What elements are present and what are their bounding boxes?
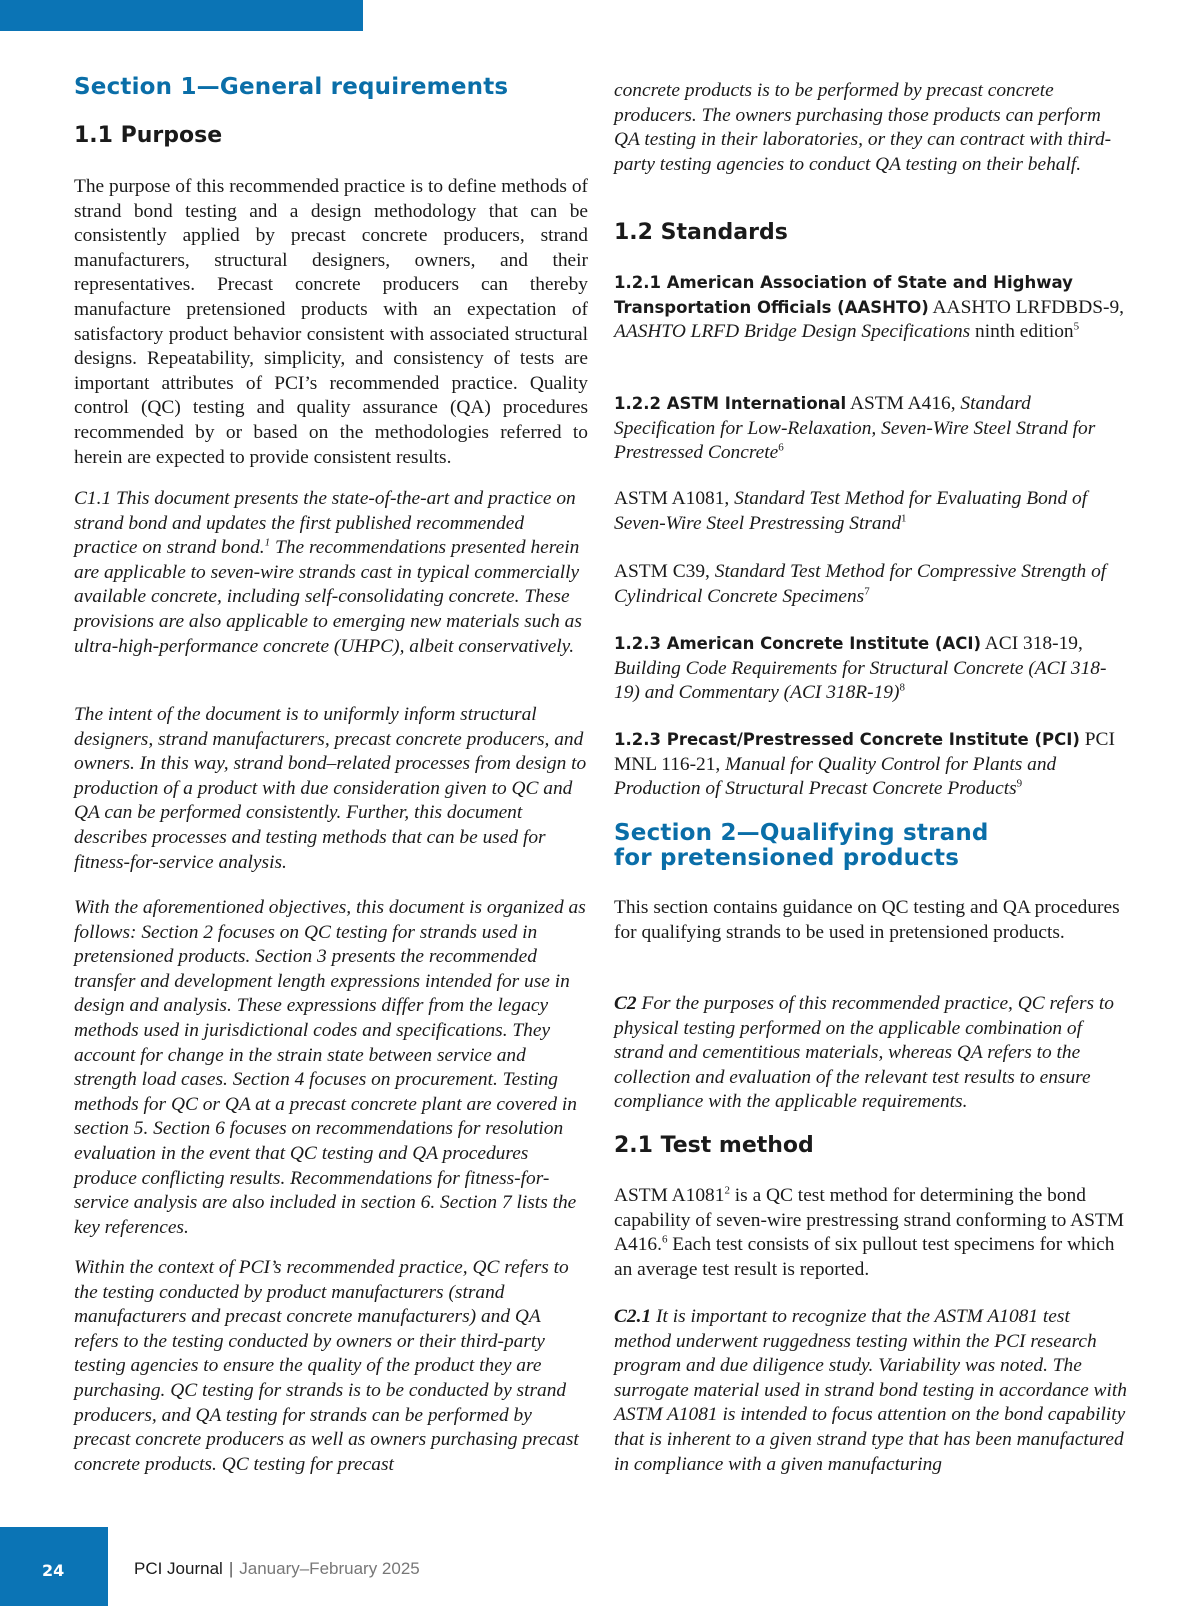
standard-1-2-3-pci-lead: 1.2.3 Precast/Prestressed Concrete Institute (PCI): [614, 730, 1080, 749]
footer-journal-info: [134, 1559, 420, 1579]
footer-separator: |: [228, 1559, 234, 1578]
a1081-title: Standard Test Method for Evaluating Bond of Seven-Wire Steel Prestressing Strand: [614, 488, 1088, 534]
standard-1-2-1-text: AASHTO LRFDBDS-9,: [928, 296, 1124, 318]
standard-astm-c39: [614, 560, 1129, 609]
test-method-text-c: Each test consists of six pullout test specimens for which an average test result is reported.: [614, 1234, 1115, 1280]
c1-1-footnote: 1: [264, 536, 271, 549]
commentary-c1-1: [74, 487, 588, 659]
standard-1-2-2-text: ASTM A416,: [846, 393, 961, 414]
standard-1-2-1-title: AASHTO LRFD Bridge Design Specifications: [614, 321, 971, 343]
page-number: 24: [42, 1561, 65, 1580]
test-method-text-a: ASTM A1081: [614, 1185, 725, 1206]
commentary-c2-1: [614, 1305, 1129, 1477]
section-2-title: [614, 821, 1129, 871]
c2-lead: C2: [614, 993, 637, 1014]
c2-1-text: It is important to recognize that the ASTM A1081 test method underwent ruggedness testing within the PCI research program and due diligence study. Variability was noted. The surrogate material used in strand bond testing in accordance with ASTM A1081 is intended to focus attention on the bond capability that is inherent to a given strand type that has been manufactured in compliance with a given manufacturing: [614, 1306, 1127, 1475]
c39-footnote: 7: [864, 585, 870, 598]
standard-1-2-2-lead: 1.2.2 ASTM International: [614, 394, 847, 413]
standard-astm-a1081: [614, 487, 1129, 536]
standard-1-2-3-pci-text: PCI MNL 116-21,: [614, 729, 1115, 775]
standard-1-2-3-aci-text: ACI 318-19,: [981, 633, 1083, 654]
section-2-title-line-1: Section 2—Qualifying strand: [614, 820, 989, 846]
standard-1-2-1-end: ninth edition: [970, 321, 1074, 343]
test-method-footnote-1: 2: [724, 1184, 730, 1197]
standards-heading: 1.2 Standards: [614, 220, 788, 245]
journal-issue: January–February 2025: [239, 1559, 420, 1578]
section-2-title-line-2: for pretensioned products: [614, 845, 960, 871]
a1081-text: ASTM A1081,: [614, 488, 735, 509]
standard-1-2-2-title: Standard Specification for Low-Relaxation, Seven-Wire Steel Strand for Prestressed Concrete: [614, 393, 1096, 464]
standard-1-2-3-pci-title: Manual for Quality Control for Plants and Production of Structural Precast Concrete Products: [614, 753, 1057, 800]
c2-1-lead: C2.1: [614, 1306, 652, 1327]
test-method-heading: 2.1 Test method: [614, 1133, 814, 1158]
test-method-text-b: is a QC test method for determining the bond capability of seven-wire prestressing strand conforming to ASTM A416.: [614, 1185, 1124, 1256]
standard-1-2-2-footnote: 6: [778, 441, 784, 454]
commentary-c2: [614, 992, 1129, 1115]
c1-1-text-a: C1.1 This document presents the state-of-the-art and practice on strand bond and updates the first published recommended practice on strand bond.: [74, 488, 576, 559]
standard-1-2-3-aci: [614, 632, 1129, 706]
standard-1-2-2: [614, 392, 1129, 466]
section-2-intro: This section contains guidance on QC testing and QA procedures for qualifying strands to be used in pretensioned products.: [614, 897, 1120, 943]
journal-name: PCI Journal: [134, 1559, 223, 1578]
standard-1-2-3-aci-footnote: 8: [899, 681, 905, 694]
intent-paragraph: The intent of the document is to uniformly inform structural designers, strand manufacturers, precast concrete producers, and owners. In this way, strand bond–related processes from design to production of a product with due consideration given to QC and QA can be performed consistently. Further, this document describes processes and testing methods that can be used for fitness-for-service analysis.: [74, 704, 587, 873]
context-paragraph: Within the context of PCI’s recommended practice, QC refers to the testing conducted by product manufacturers (strand manufacturers and precast concrete manufacturers) and QA refers to the testing conducted by owners or their third-party testing agencies to ensure the quality of the product they are purchasing. QC testing for strands is to be conducted by strand producers, and QA testing for strands can be performed by precast concrete producers as well as owners purchasing precast concrete products. QC testing for precast: [74, 1257, 579, 1475]
standard-1-2-1: [614, 271, 1129, 345]
standard-1-2-3-aci-title: Building Code Requirements for Structural Concrete (ACI 318-19) and Commentary (ACI 318R-19): [614, 657, 1107, 704]
standard-1-2-3-pci-footnote: 9: [1016, 777, 1023, 790]
c39-text: ASTM C39,: [614, 561, 715, 582]
standard-1-2-1-footnote: 5: [1073, 320, 1080, 333]
standard-1-2-3-aci-lead: 1.2.3 American Concrete Institute (ACI): [614, 634, 982, 653]
purpose-heading: 1.1 Purpose: [74, 123, 223, 148]
standard-1-2-1-lead: 1.2.1 American Association of State and Highway Transportation Officials (AASHTO): [614, 273, 1073, 317]
c39-title: Standard Test Method for Compressive Strength of Cylindrical Concrete Specimens: [614, 561, 1107, 607]
header-accent-bar: [0, 0, 363, 31]
test-method-footnote-2: 6: [661, 1233, 668, 1246]
continued-paragraph: concrete products is to be performed by precast concrete producers. The owners purchasing those products can perform QA testing in their laboratories, or they can contract with third-party testing agencies to conduct QA testing on their behalf.: [614, 80, 1112, 175]
section-1-title: Section 1—General requirements: [74, 74, 509, 100]
test-method-paragraph: [614, 1184, 1129, 1282]
c1-1-text-b: The recommendations presented herein are applicable to seven-wire strands cast in typical commercially available concrete, including self-consolidating concrete. These provisions are also applicable to emerging new materials such as ultra-high-performance concrete (UHPC), albeit conservatively.: [74, 537, 582, 657]
a1081-footnote: 1: [901, 512, 907, 525]
c2-text: For the purposes of this recommended practice, QC refers to physical testing performed on the applicable combination of strand and cementitious materials, whereas QA refers to the collection and evaluation of the relevant test results to ensure compliance with the applicable requirements.: [614, 993, 1114, 1113]
objectives-paragraph: With the aforementioned objectives, this document is organized as follows: Section 2 focuses on QC testing for strands used in pretensioned products. Section 3 presents the recommended transfer and development length expressions intended for use in design and analysis. These expressions differ from the legacy methods used in jurisdictional codes and specifications. They account for change in the strain state between service and strength load cases. Section 4 focuses on procurement. Testing methods for QC or QA at a precast concrete plant are covered in section 5. Section 6 focuses on recommendations for resolution evaluation in the event that QC testing and QA procedures produce conflicting results. Recommendations for fitness-for-service analysis are also included in section 6. Section 7 lists the key references.: [74, 897, 586, 1238]
purpose-paragraph: The purpose of this recommended practice is to define methods of strand bond testing and a design methodology that can be consistently applied by precast concrete producers, strand manufacturers, structural designers, owners, and their representatives. Precast concrete producers can thereby manufacture pretensioned products with an expectation of satisfactory product behavior consistent with associated structural designs. Repeatability, simplicity, and consistency of tests are important attributes of PCI’s recommended practice. Quality control (QC) testing and quality assurance (QA) procedures recommended by or based on the methodologies referred to herein are expected to provide consistent results.: [74, 176, 588, 468]
standard-1-2-3-pci: [614, 728, 1129, 802]
